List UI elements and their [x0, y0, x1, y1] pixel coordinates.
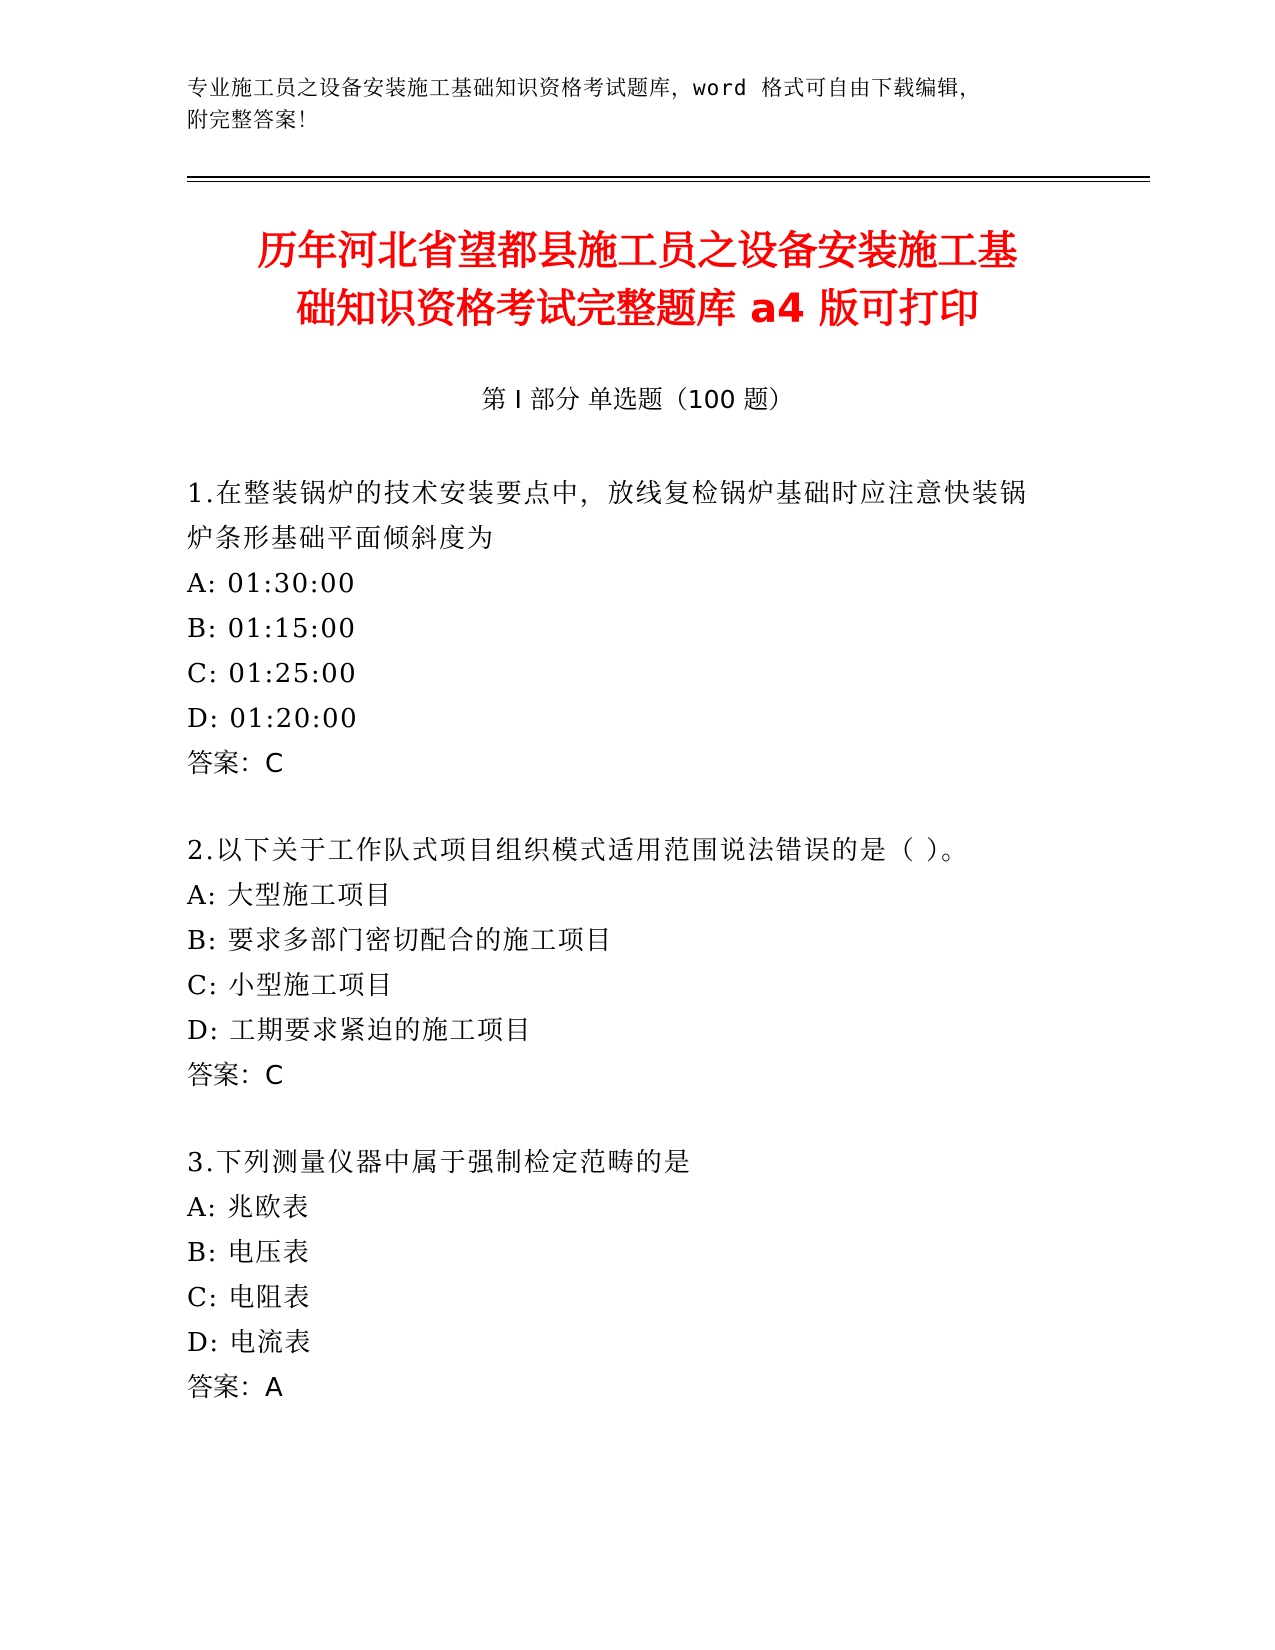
option-a: A: 兆欧表 [187, 1193, 310, 1223]
section-title: 第 I 部分 单选题（100 题） [481, 385, 794, 414]
option-b: B: 01:15:00 [187, 614, 357, 644]
option-d: D: 工期要求紧迫的施工项目 [187, 1016, 532, 1046]
option-c: C: 小型施工项目 [187, 971, 394, 1001]
option-d: D: 01:20:00 [187, 704, 359, 734]
header-note [187, 72, 1067, 136]
option-b: B: 电压表 [187, 1238, 311, 1268]
question-stem-line: 3.下列测量仪器中属于强制检定范畴的是 [187, 1148, 692, 1178]
answer: 答案：C [187, 1061, 284, 1091]
question-list [187, 472, 1087, 1453]
document-title [120, 222, 1155, 338]
answer: 答案：A [187, 1373, 283, 1403]
option-c: C: 电阻表 [187, 1283, 311, 1313]
question-stem-line: 炉条形基础平面倾斜度为 [187, 524, 496, 554]
header-divider-thin [187, 181, 1150, 182]
option-d: D: 电流表 [187, 1328, 312, 1358]
option-a: A: 大型施工项目 [187, 881, 393, 911]
option-c: C: 01:25:00 [187, 659, 358, 689]
header-divider-thick [187, 176, 1150, 178]
option-b: B: 要求多部门密切配合的施工项目 [187, 926, 613, 956]
question-1 [187, 472, 1087, 787]
header-note-line-1: 专业施工员之设备安装施工基础知识资格考试题库，word 格式可自由下载编辑， [187, 76, 982, 100]
document-title-line-1: 历年河北省望都县施工员之设备安装施工基 [257, 228, 1018, 274]
document-title-line-2: 础知识资格考试完整题库 a4 版可打印 [296, 286, 979, 332]
question-2 [187, 829, 1087, 1099]
question-3 [187, 1141, 1087, 1411]
question-stem-line: 2.以下关于工作队式项目组织模式适用范围说法错误的是（ ）。 [187, 836, 970, 866]
question-stem-line: 1.在整装锅炉的技术安装要点中，放线复检锅炉基础时应注意快装锅 [187, 479, 1028, 509]
option-a: A: 01:30:00 [187, 569, 357, 599]
header-note-line-2: 附完整答案！ [187, 108, 319, 132]
answer: 答案：C [187, 749, 284, 779]
